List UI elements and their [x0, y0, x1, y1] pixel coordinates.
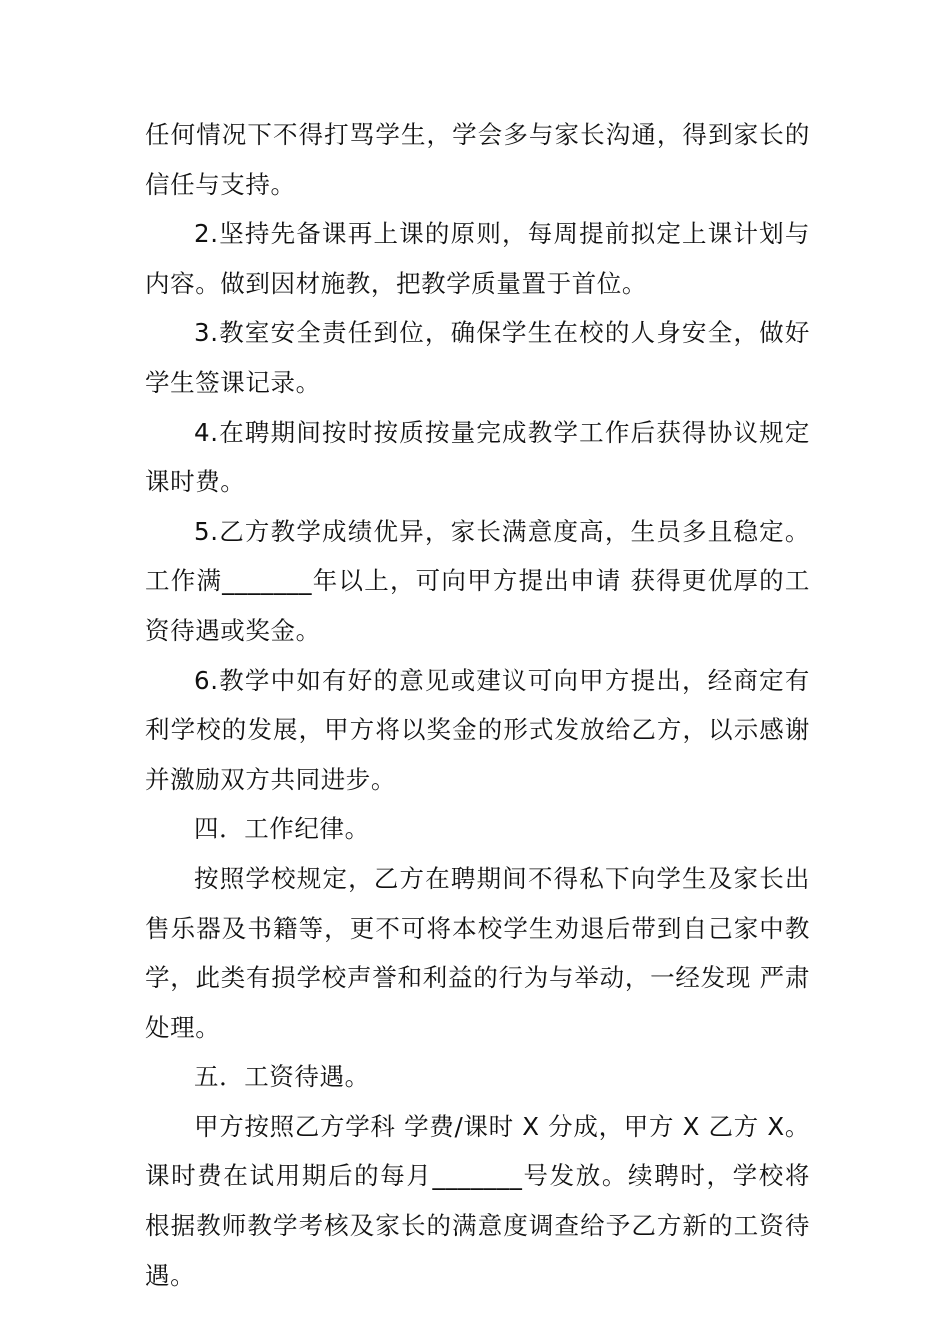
document-body	[145, 110, 810, 1300]
paragraph-item-3: 3.教室安全责任到位，确保学生在校的人身安全，做好学生签课记录。	[145, 318, 810, 397]
paragraph-item-5: 5.乙方教学成绩优异，家长满意度高，生员多且稳定。工作满_______年以上，可向甲方提出申请 获得更优厚的工资待遇或奖金。	[145, 516, 810, 645]
paragraph-item-4: 4.在聘期间按时按质按量完成教学工作后获得协议规定课时费。	[145, 417, 810, 497]
paragraph-item-6: 6.教学中如有好的意见或建议可向甲方提出，经商定有利学校的发展，甲方将以奖金的形式发放给乙方，以示感谢并激励双方共同进步。	[145, 665, 810, 794]
section-heading-salary: 五．工资待遇。	[194, 1062, 370, 1092]
paragraph-salary: 甲方按照乙方学科 学费/课时 X 分成，甲方 X 乙方 X。课时费在试用期后的每月_______号发放。续聘时，学校将根据教师教学考核及家长的满意度调查给予乙方新的工资待遇。	[145, 1111, 810, 1290]
paragraph-work-discipline: 按照学校规定，乙方在聘期间不得私下向学生及家长出售乐器及书籍等，更不可将本校学生劝退后带到自己家中教学，此类有损学校声誉和利益的行为与举动，一经发现 严肃处理。	[145, 863, 810, 1042]
paragraph-item-2: 2.坚持先备课再上课的原则，每周提前拟定上课计划与内容。做到因材施教，把教学质量置于首位。	[145, 219, 810, 298]
section-heading-work-discipline: 四．工作纪律。	[194, 814, 370, 844]
paragraph-continuation: 任何情况下不得打骂学生，学会多与家长沟通，得到家长的信任与支持。	[145, 120, 810, 199]
